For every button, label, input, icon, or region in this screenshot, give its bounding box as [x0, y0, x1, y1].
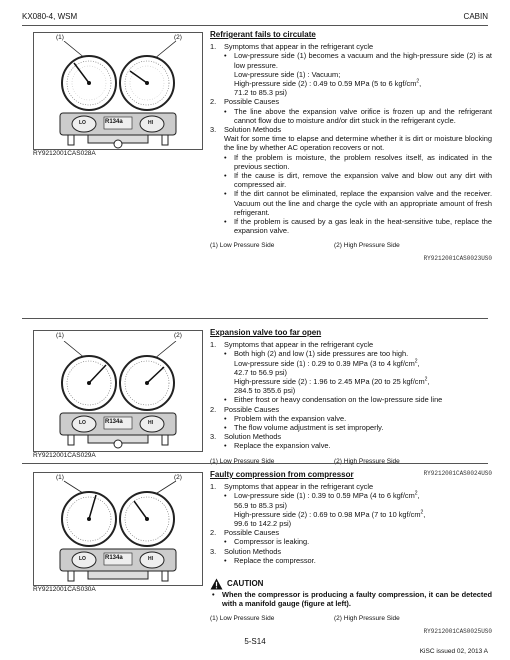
step-heading: Possible Causes	[224, 404, 280, 414]
legend	[210, 241, 492, 250]
section-title: Refrigerant fails to circulate	[210, 30, 316, 39]
legend-high: (2) High Pressure Side	[334, 457, 400, 465]
bullet: Replace the compressor.	[234, 555, 316, 565]
step-heading: Symptoms that appear in the refrigerant cycle	[224, 340, 374, 350]
hi-label: HI	[148, 556, 153, 562]
gauge-figure-3	[33, 472, 203, 586]
step-heading: Symptoms that appear in the refrigerant cycle	[224, 482, 374, 492]
doc-id: KX080-4, WSM	[22, 12, 78, 21]
label-high: (2)	[174, 34, 182, 41]
paragraph: Wait for some time to elapse and determine whether it is dirt or moisture blocking the line by whether AC operation recovers or not.	[224, 134, 492, 153]
step-heading: Solution Methods	[224, 432, 282, 442]
refrigerant-label: R134a	[105, 119, 123, 125]
bullet: If the cause is dirt, remove the expansion valve and blow out any dirt with compressed air.	[234, 171, 492, 190]
section-title: Faulty compression from compressor	[210, 470, 354, 479]
step-heading: Solution Methods	[224, 546, 282, 556]
lo-label: LO	[79, 420, 86, 426]
reading-line: Low-pressure side (1) : Vacuum;	[234, 69, 341, 79]
manifold-gauge-illustration	[34, 341, 202, 449]
label-low: (1)	[56, 332, 64, 339]
doc-code: RY9212001CAS0025US0	[423, 627, 492, 635]
bullet: Either frost or heavy condensation on the low-pressure side line	[234, 395, 443, 405]
figure-caption: RY9212001CAS029A	[33, 452, 96, 459]
bullet: Replace the expansion valve.	[234, 441, 331, 451]
reading-line: High-pressure side (2) : 1.96 to 2.45 MPa (20 to 25 kgf/$cm^2$,	[234, 376, 430, 387]
manifold-gauge-illustration	[34, 41, 202, 149]
lo-label: LO	[79, 556, 86, 562]
doc-code: RY9212001CAS0024US0	[423, 469, 492, 477]
bullet: If the problem is moisture, the problem resolves itself, as indicated in the previous section.	[234, 152, 492, 171]
figure-caption: RY9212001CAS030A	[33, 586, 96, 593]
legend	[210, 614, 492, 623]
step-heading: Solution Methods	[224, 125, 282, 135]
caution-block: CAUTION • When the compressor is producing a faulty compression, it can be detected with a manifold gauge (figure at left). (1) Low Pressure Side (2) High Pressure Side RY9212001CAS0025US0	[210, 579, 492, 635]
bullet: The line above the expansion valve orifice is frozen up and the refrigerant cannot flow due to moisture and/or dirt stuck in the refrigerant cycle.	[234, 106, 492, 125]
bullet: Both high (2) and low (1) side pressures are too high.	[234, 349, 409, 359]
figure-caption: RY9212001CAS028A	[33, 150, 96, 157]
caution-title: CAUTION	[227, 579, 264, 589]
step-heading: Possible Causes	[224, 528, 280, 538]
reading-line: High-pressure side (2) : 0.69 to 0.98 MPa (7 to 10 kgf/$cm^2$,	[234, 509, 426, 519]
legend-high: (2) High Pressure Side	[334, 242, 400, 250]
bullet: Problem with the expansion valve.	[234, 413, 347, 423]
bullet: Compressor is leaking.	[234, 537, 310, 547]
gauge-figure-1	[33, 32, 203, 150]
page-number: 5-S14	[244, 637, 266, 646]
refrigerant-label: R134a	[105, 555, 123, 561]
refrigerant-label: R134a	[105, 419, 123, 425]
hi-label: HI	[148, 420, 153, 426]
bullet: Low-pressure side (1) becomes a vacuum and the high-pressure side (2) is at low pressure.	[234, 51, 492, 70]
legend-low: (1) Low Pressure Side	[210, 457, 275, 465]
reading-line: 99.6 to 142.2 psi)	[234, 519, 292, 529]
warning-icon	[210, 578, 223, 590]
bullet: If the dirt cannot be eliminated, replace the expansion valve and the receiver. Vacuum out the line and charge the cycle with an appropriate amount of fresh refrigerant.	[234, 189, 492, 217]
gauge-figure-2	[33, 330, 203, 452]
bullet: Low-pressure side (1) : 0.39 to 0.59 MPa (4 to 6 kgf/$cm^2$,	[234, 490, 420, 501]
reading-line: 56.9 to 85.3 psi)	[234, 500, 288, 510]
reading-line: Low-pressure side (1) : 0.29 to 0.39 MPa (3 to 4 kgf/$cm^2$,	[234, 358, 420, 368]
label-low: (1)	[56, 34, 64, 41]
step-heading: Symptoms that appear in the refrigerant cycle	[224, 42, 374, 52]
hi-label: HI	[148, 120, 153, 126]
section-divider	[22, 463, 488, 464]
reading-line: 42.7 to 56.9 psi)	[234, 367, 288, 377]
section-title: Expansion valve too far open	[210, 328, 322, 337]
label-high: (2)	[174, 332, 182, 339]
header-rule	[22, 25, 488, 26]
legend-low: (1) Low Pressure Side	[210, 242, 275, 250]
label-high: (2)	[174, 474, 182, 481]
legend-low: (1) Low Pressure Side	[210, 615, 275, 623]
reading-line: 284.5 to 355.6 psi)	[234, 386, 296, 396]
chapter-title: CABIN	[463, 12, 488, 21]
reading-line: 71.2 to 85.3 psi)	[234, 88, 288, 98]
bullet: If the problem is caused by a gas leak in the heat-sensitive tube, replace the expansion valve.	[234, 217, 492, 236]
section-refrigerant-fails: Refrigerant fails to circulate 1. Symptoms that appear in the refrigerant cycle • Low-pressure side (1) becomes a vacuum and the high-pressure side (2) is at low pressure. Low-pressure side (1) : Vacuum; High-pressure side (2) : 0.49 to 0.59 MPa (5 to 6 kgf/$cm^2$, 71.2 to 85.3 psi) 2. Possible Causes • The line above the expansion valve orifice is frozen up and the refrigerant cannot flow due to moisture and/or dirt stuck in the refrigerant cycle. 3. Solution Methods Wait for some time to elapse and determine whether it is dirt or moisture blocking the line by whether AC operation recovers or not. • If the problem is moisture, the problem resolves itself, as indicated in the previous section. • If the cause is dirt, remove the expansion valve and blow out any dirt with compressed air. • If the dirt cannot be eliminated, replace the expansion valve and the receiver. Vacuum out the line and charge the cycle with an appropriate amount of fresh refrigerant. • If the problem is caused by a gas leak in the heat-sensitive tube, replace the expansion valve. (1) Low Pressure Side (2) High Pressure Side RY9212001CAS0023US0	[210, 30, 492, 262]
step-heading: Possible Causes	[224, 97, 280, 107]
doc-code: RY9212001CAS0023US0	[423, 254, 492, 262]
section-expansion-valve-open: Expansion valve too far open 1. Symptoms that appear in the refrigerant cycle • Both high (2) and low (1) side pressures are too high. Low-pressure side (1) : 0.29 to 0.39 MPa (3 to 4 kgf/$cm^2$, 42.7 to 56.9 psi) High-pressure side (2) : 1.96 to 2.45 MPa (20 to 25 kgf/$cm^2$, 284.5 to 355.6 psi) • Either frost or heavy condensation on the low-pressure side line 2. Possible Causes • Problem with the expansion valve. • The flow volume adjustment is set improperly. 3. Solution Methods • Replace the expansion valve. (1) Low Pressure Side (2) High Pressure Side RY9212001CAS0024US0	[210, 328, 492, 477]
reading-line: High-pressure side (2) : 0.49 to 0.59 MPa (5 to 6 kgf/$cm^2$,	[234, 78, 422, 89]
lo-label: LO	[79, 120, 86, 126]
label-low: (1)	[56, 474, 64, 481]
legend	[210, 457, 492, 466]
caution-text: When the compressor is producing a faulty compression, it can be detected with a manifold gauge (figure at left).	[222, 590, 492, 609]
legend-high: (2) High Pressure Side	[334, 615, 400, 623]
issue-info: KiSC issued 02, 2013 A	[419, 648, 488, 655]
section-divider	[22, 318, 488, 319]
bullet: The flow volume adjustment is set improperly.	[234, 423, 384, 433]
section-faulty-compression: Faulty compression from compressor 1. Symptoms that appear in the refrigerant cycle • Low-pressure side (1) : 0.39 to 0.59 MPa (4 to 6 kgf/$cm^2$, 56.9 to 85.3 psi) High-pressure side (2) : 0.69 to 0.98 MPa (7 to 10 kgf/$cm^2$, 99.6 to 142.2 psi) 2. Possible Causes • Compressor is leaking. 3. Solution Methods • Replace the compressor.	[210, 470, 492, 565]
manifold-gauge-illustration	[34, 477, 202, 585]
